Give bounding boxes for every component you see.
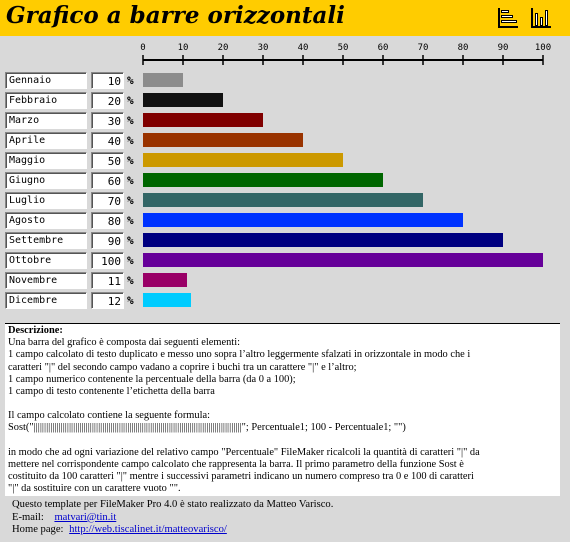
- description-panel: [5, 323, 560, 496]
- percent-sign: %: [127, 114, 134, 127]
- month-label-field[interactable]: Aprile: [5, 132, 87, 149]
- description-line: 1 campo di testo contenente l’etichetta della barra: [8, 386, 215, 398]
- month-label-field[interactable]: Settembre: [5, 232, 87, 249]
- vertical-bar-chart-icon[interactable]: [528, 5, 554, 31]
- percent-sign: %: [127, 174, 134, 187]
- bar-ottobre: [143, 253, 543, 267]
- month-label-field[interactable]: Agosto: [5, 212, 87, 229]
- month-label-field[interactable]: Marzo: [5, 112, 87, 129]
- bar-marzo: [143, 113, 263, 127]
- percent-value-field[interactable]: 11: [91, 272, 124, 289]
- bar-dicembre: [143, 293, 191, 307]
- percent-value-field[interactable]: 10: [91, 72, 124, 89]
- percent-sign: %: [127, 134, 134, 147]
- percent-sign: %: [127, 74, 134, 87]
- email-link[interactable]: matvari@tin.it: [54, 511, 117, 523]
- percent-sign: %: [127, 274, 134, 287]
- bar-gennaio: [143, 73, 183, 87]
- x-tick-label: 40: [297, 43, 309, 53]
- percent-sign: %: [127, 294, 134, 307]
- percent-sign: %: [127, 194, 134, 207]
- x-tick-label: 50: [337, 43, 349, 53]
- x-tick-label: 10: [177, 43, 189, 53]
- month-label-field[interactable]: Novembre: [5, 272, 87, 289]
- percent-value-field[interactable]: 70: [91, 192, 124, 209]
- percent-value-field[interactable]: 20: [91, 92, 124, 109]
- x-tick-label: 60: [377, 43, 389, 53]
- month-label-field[interactable]: Giugno: [5, 172, 87, 189]
- description-line: Sost("||||||||||||||||||||||||||||||||||||||||||||||||||||||||||||||||||||||||||||||||||||||||||||||||||||"; Percentuale1; 100 - Percentuale1; ""): [8, 422, 406, 434]
- bar-aprile: [143, 133, 303, 147]
- description-line: Una barra del grafico è composta dai seguenti elementi:: [8, 337, 240, 349]
- percent-sign: %: [127, 214, 134, 227]
- chart-row: [0, 72, 570, 90]
- percent-value-field[interactable]: 30: [91, 112, 124, 129]
- x-tick-label: 70: [417, 43, 429, 53]
- percent-value-field[interactable]: 12: [91, 292, 124, 309]
- chart-row: [0, 252, 570, 270]
- bar-febbraio: [143, 93, 223, 107]
- chart-row: [0, 212, 570, 230]
- bar-settembre: [143, 233, 503, 247]
- percent-value-field[interactable]: 40: [91, 132, 124, 149]
- bar-luglio: [143, 193, 423, 207]
- month-label-field[interactable]: Ottobre: [5, 252, 87, 269]
- month-label-field[interactable]: Luglio: [5, 192, 87, 209]
- x-tick-label: 20: [217, 43, 229, 53]
- page-title: Grafico a barre orizzontali: [6, 2, 345, 29]
- footer-email-line: [12, 512, 333, 525]
- percent-sign: %: [127, 254, 134, 267]
- description-line: caratteri "|" del secondo campo vadano a coprire i buchi tra un carattere "|" e l’altro;: [8, 361, 357, 373]
- home-page-link[interactable]: http://web.tiscalinet.it/matteovarisco/: [69, 524, 227, 536]
- percent-value-field[interactable]: 60: [91, 172, 124, 189]
- chart-row: [0, 172, 570, 190]
- description-line: 1 campo calcolato di testo duplicato e messo uno sopra l’altro leggermente sfalzati in orizzontale in modo che i: [8, 349, 471, 361]
- chart-row: [0, 112, 570, 130]
- header-bar: [0, 0, 570, 36]
- month-label-field[interactable]: Gennaio: [5, 72, 87, 89]
- description-line: costituito da 100 caratteri "|" mentre i successivi parametri indicano un numero compreso tra 0 e 100 di caratteri: [8, 471, 474, 483]
- chart-row: [0, 232, 570, 250]
- percent-sign: %: [127, 94, 134, 107]
- footer-home-line: [12, 524, 333, 537]
- home-page-label: Home page:: [12, 524, 64, 536]
- chart-row: [0, 152, 570, 170]
- description-line: 1 campo numerico contenente la percentuale della barra (da 0 a 100);: [8, 373, 296, 385]
- description-line: in modo che ad ogni variazione del relativo campo "Percentuale" FileMaker ricalcoli la quantità di caratteri "|" da: [8, 446, 480, 458]
- bar-novembre: [143, 273, 187, 287]
- footer: [12, 499, 333, 537]
- bar-maggio: [143, 153, 343, 167]
- x-tick-label: 30: [257, 43, 269, 53]
- description-line: Il campo calcolato contiene la seguente formula:: [8, 410, 210, 422]
- chart-row: [0, 192, 570, 210]
- x-tick-label: 0: [140, 43, 146, 53]
- percent-sign: %: [127, 154, 134, 167]
- percent-sign: %: [127, 234, 134, 247]
- percent-value-field[interactable]: 100: [91, 252, 124, 269]
- x-axis: [0, 36, 570, 68]
- footer-credit: Questo template per FileMaker Pro 4.0 è stato realizzato da Matteo Varisco.: [12, 499, 334, 510]
- percent-value-field[interactable]: 80: [91, 212, 124, 229]
- month-label-field[interactable]: Maggio: [5, 152, 87, 169]
- description-line: mettere nel corrispondente campo calcolato che rappresenta la barra. Il primo parametro della funzione Sost è: [8, 458, 464, 470]
- description-spacer: [8, 398, 557, 410]
- bar-giugno: [143, 173, 383, 187]
- month-label-field[interactable]: Dicembre: [5, 292, 87, 309]
- x-tick-label: 100: [534, 43, 552, 53]
- description-line: "|" da sostituire con un carattere vuoto "".: [8, 483, 181, 495]
- chart-row: [0, 272, 570, 290]
- horizontal-bar-chart-icon[interactable]: [495, 5, 521, 31]
- bar-agosto: [143, 213, 463, 227]
- chart-row: [0, 292, 570, 310]
- x-tick-label: 80: [457, 43, 469, 53]
- description-spacer: [8, 435, 557, 447]
- chart-row: [0, 92, 570, 110]
- chart-row: [0, 132, 570, 150]
- percent-value-field[interactable]: 90: [91, 232, 124, 249]
- percent-value-field[interactable]: 50: [91, 152, 124, 169]
- x-tick-label: 90: [497, 43, 509, 53]
- description-heading: Descrizione:: [8, 325, 63, 336]
- email-label: E-mail:: [12, 511, 44, 523]
- month-label-field[interactable]: Febbraio: [5, 92, 87, 109]
